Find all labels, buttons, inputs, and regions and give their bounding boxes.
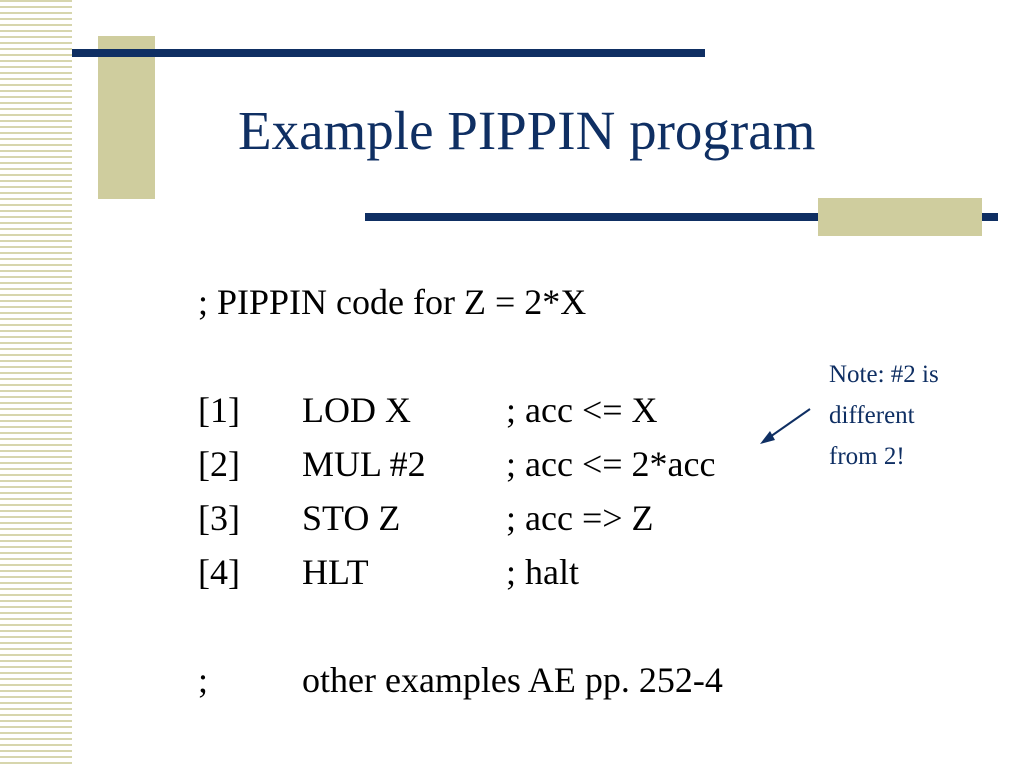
code-comment: ; halt (506, 552, 579, 592)
code-line-number: [2] (198, 444, 240, 484)
title-accent-block-bottom (818, 198, 982, 236)
left-stripe-decoration (0, 0, 72, 768)
note-callout (829, 354, 999, 477)
code-line (198, 437, 848, 491)
code-instruction: STO Z (302, 498, 401, 538)
code-footer (198, 653, 848, 707)
note-arrow-icon (752, 404, 822, 449)
note-line: Note: #2 is (829, 361, 939, 388)
code-line-number: [1] (198, 390, 240, 430)
note-line: from 2! (829, 443, 905, 470)
code-instruction: MUL #2 (302, 444, 426, 484)
code-line (198, 491, 848, 545)
title-accent-block-top (98, 36, 155, 199)
title-rule-top (72, 49, 705, 57)
code-instruction: LOD X (302, 390, 411, 430)
code-line-number: [3] (198, 498, 240, 538)
code-instruction: HLT (302, 552, 369, 592)
code-line (198, 383, 848, 437)
code-line-number: [4] (198, 552, 240, 592)
code-comment: ; acc <= X (506, 390, 658, 430)
code-comment: ; acc <= 2*acc (506, 444, 716, 484)
code-line (198, 545, 848, 599)
code-footer-text: other examples AE pp. 252-4 (302, 660, 723, 700)
note-line: different (829, 402, 915, 429)
code-footer-prefix: ; (198, 660, 209, 700)
code-header-comment: ; PIPPIN code for Z = 2*X (198, 282, 587, 322)
slide-title: Example PIPPIN program (238, 100, 816, 161)
code-comment: ; acc => Z (506, 498, 654, 538)
